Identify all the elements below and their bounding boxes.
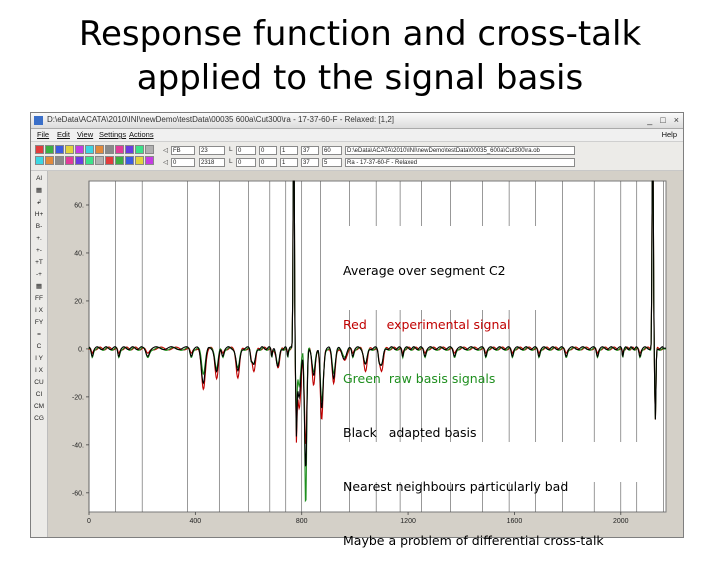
- sidebar-tool-button[interactable]: H+: [34, 211, 44, 218]
- toolbar-arrow-1[interactable]: ◁: [163, 147, 168, 154]
- legend-black-label: Black: [343, 425, 377, 440]
- sidebar-tool-button[interactable]: I Y: [35, 355, 43, 362]
- y-tick-label: -20.: [71, 394, 84, 402]
- field-r2-5[interactable]: 1: [280, 158, 298, 167]
- note-line-2: Maybe a problem of differential cross-talk: [343, 533, 604, 548]
- legend-annotation: [343, 226, 543, 440]
- sidebar-tool-button[interactable]: FF: [35, 295, 43, 302]
- y-tick-label: 40.: [74, 250, 84, 258]
- field-r2-6[interactable]: 37: [301, 158, 319, 167]
- y-tick-label: 20.: [74, 298, 84, 306]
- sidebar-tool-button[interactable]: CG: [34, 415, 44, 422]
- y-tick-label: 0.: [78, 346, 84, 354]
- toolbar-label-r1-a: L: [229, 146, 233, 153]
- x-tick-label: 400: [189, 518, 202, 525]
- sidebar-tool-button[interactable]: CI: [35, 391, 43, 398]
- sidebar-tool-button[interactable]: CU: [34, 379, 44, 386]
- menu-file[interactable]: File: [37, 130, 50, 139]
- legend-red-label: Red: [343, 317, 367, 332]
- sidebar-tool-button[interactable]: I X: [35, 307, 43, 314]
- window-title: D:\eData\ACATA\2010\INI\newDemo\testData\00035 600a\Cut300\ra - 17-37-60-F - Relaxed: [1,2]: [47, 115, 394, 124]
- path-field-2[interactable]: Ra - 17-37-60-F - Relaxed: [345, 158, 575, 167]
- x-tick-label: 1200: [400, 518, 416, 525]
- path-field-1[interactable]: D:\eData\ACATA\2010\INI\newDemo\testData\00035_600a\Cut300\ra.ob: [345, 146, 575, 155]
- menu-actions[interactable]: Actions: [129, 130, 154, 139]
- sidebar-tool-button[interactable]: FY: [34, 319, 44, 326]
- field-r1-3[interactable]: 0: [236, 146, 256, 155]
- field-r2-1[interactable]: 0: [171, 158, 195, 167]
- legend-green-label: Green: [343, 371, 381, 386]
- field-r2-3[interactable]: 0: [236, 158, 256, 167]
- close-button[interactable]: ×: [673, 115, 679, 125]
- maximize-button[interactable]: □: [660, 115, 666, 125]
- sidebar-tool-button[interactable]: +T: [35, 259, 43, 266]
- note-line-1: Nearest neighbours particularly bad: [343, 479, 569, 494]
- minimize-button[interactable]: _: [647, 115, 653, 125]
- sidebar-tool-button[interactable]: C: [36, 343, 42, 350]
- sidebar-tool-button[interactable]: -+: [36, 271, 42, 278]
- sidebar-tool-button[interactable]: Al: [36, 175, 42, 182]
- x-tick-label: 800: [295, 518, 308, 525]
- sidebar-tool-button[interactable]: ▦: [35, 187, 43, 194]
- sidebar-tool-button[interactable]: ↲: [36, 199, 42, 206]
- toolbar-label-r2-a: L: [229, 158, 233, 165]
- field-r2-7[interactable]: 5: [322, 158, 342, 167]
- sidebar-tool-button[interactable]: +.: [36, 235, 42, 242]
- annotation-line-green: [343, 370, 543, 388]
- x-tick-label: 2000: [613, 518, 629, 525]
- field-r1-1[interactable]: FB: [171, 146, 195, 155]
- field-r1-4[interactable]: 0: [259, 146, 277, 155]
- x-tick-label: 1600: [506, 518, 523, 525]
- field-r2-4[interactable]: 0: [259, 158, 277, 167]
- legend-green-text: raw basis signals: [388, 371, 496, 386]
- x-tick-label: 0: [87, 518, 91, 525]
- field-r1-2[interactable]: 23: [199, 146, 225, 155]
- annotation-line-1: Average over segment C2: [343, 263, 506, 278]
- y-tick-label: -40.: [71, 442, 84, 450]
- sidebar-tool-button[interactable]: ▦: [35, 283, 43, 290]
- menu-view[interactable]: View: [77, 130, 94, 139]
- field-r2-2[interactable]: 2318: [199, 158, 225, 167]
- y-tick-label: 60.: [74, 202, 84, 210]
- field-r1-7[interactable]: 60: [322, 146, 342, 155]
- legend-red-text: experimental signal: [386, 317, 511, 332]
- sidebar-tool-button[interactable]: I X: [35, 367, 43, 374]
- annotation-line-black: [343, 424, 543, 442]
- sidebar-tool-button[interactable]: B-: [35, 223, 43, 230]
- menu-help[interactable]: Help: [661, 130, 677, 139]
- field-r1-6[interactable]: 37: [301, 146, 319, 155]
- field-r1-5[interactable]: 1: [280, 146, 298, 155]
- sidebar-tool-button[interactable]: CM: [33, 403, 45, 410]
- slide-title-line-1: Response function and cross-talk: [78, 14, 642, 54]
- legend-black-text: adapted basis: [388, 425, 477, 440]
- menu-edit[interactable]: Edit: [57, 130, 70, 139]
- y-tick-label: -60.: [71, 490, 84, 498]
- toolbar-arrow-2[interactable]: ◁: [163, 159, 168, 166]
- slide-title-line-2: applied to the signal basis: [136, 58, 584, 98]
- menu-settings[interactable]: Settings: [99, 130, 127, 139]
- sidebar-tool-button[interactable]: +-: [36, 247, 42, 254]
- sidebar-tool-button[interactable]: =: [37, 331, 41, 338]
- y-axis: [72, 202, 89, 497]
- annotation-line-red: [343, 316, 543, 334]
